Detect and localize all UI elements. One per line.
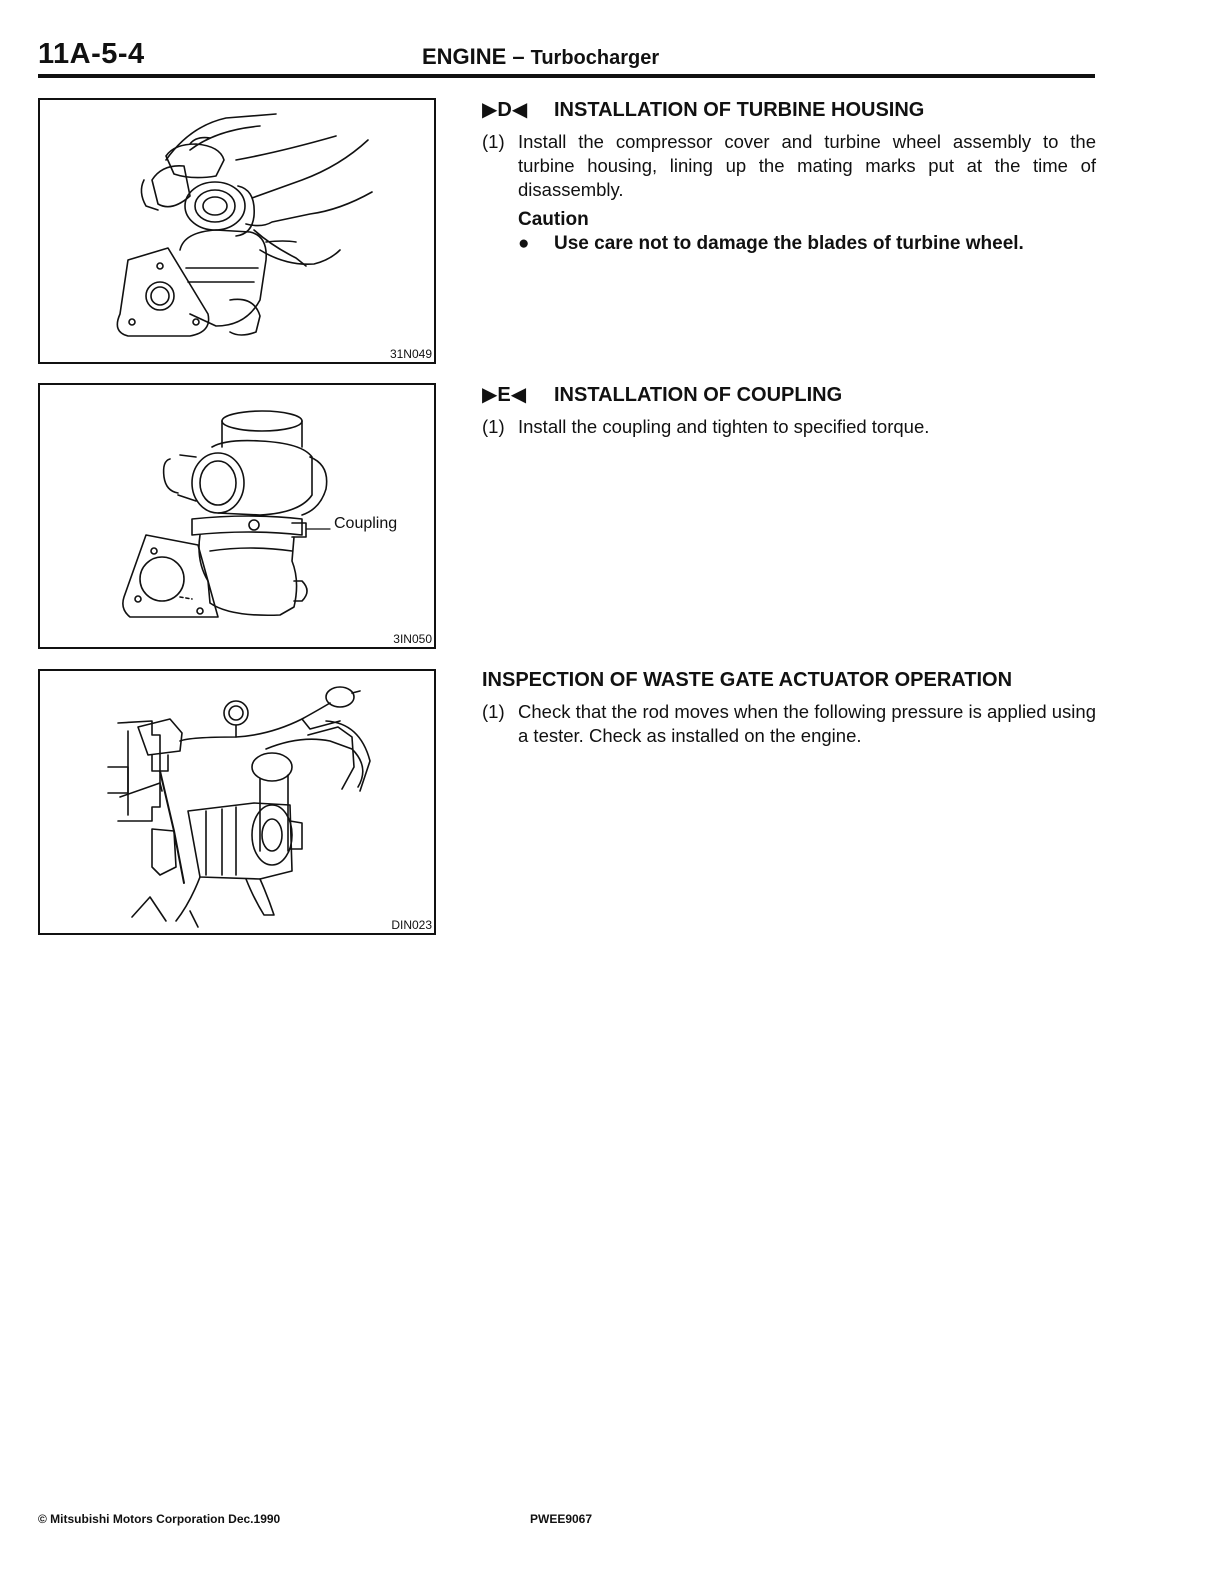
bullet-icon: ● [518, 233, 530, 254]
header-rule [38, 74, 1095, 78]
step-text: Install the coupling and tighten to specified torque. [518, 416, 930, 437]
figure-waste-gate-actuator [38, 669, 436, 935]
caution-label: Caution [518, 209, 589, 230]
coupling-callout: Coupling [334, 515, 398, 532]
step-text: Install the compressor cover and turbine wheel assembly to the turbine housing, lining up the mating marks put at the time of disassembly. [518, 131, 1096, 200]
section-heading [482, 96, 1096, 124]
section-heading [482, 666, 1096, 694]
reference-marker: ▶E◀ [482, 384, 527, 406]
section-title: INSPECTION OF WASTE GATE ACTUATOR OPERATION [482, 669, 1013, 691]
step-item [482, 415, 1096, 439]
figure-code: 3IN050 [393, 632, 432, 646]
step-item [482, 130, 1096, 202]
section-turbine-housing [482, 96, 1096, 256]
figure-code: DIN023 [391, 918, 432, 932]
footer-doc-code: PWEE9067 [530, 1512, 593, 1526]
section-heading [482, 381, 1096, 409]
figure-coupling [38, 383, 436, 649]
caution-item [518, 232, 1096, 256]
header-title [422, 44, 659, 70]
figure-turbine-housing [38, 98, 436, 364]
footer-copyright: © Mitsubishi Motors Corporation Dec.1990 [38, 1512, 281, 1526]
step-number: (1) [482, 131, 505, 152]
section-coupling [482, 381, 1096, 439]
section-waste-gate-inspection [482, 666, 1096, 748]
step-text: Check that the rod moves when the following pressure is applied using a tester. Check as installed on the engine. [518, 701, 1096, 746]
reference-marker: ▶D◀ [482, 99, 528, 121]
waste-gate-actuator-illustration [40, 671, 434, 933]
caution-text: Use care not to damage the blades of turbine wheel. [554, 233, 1024, 254]
header-separator: – [512, 44, 525, 69]
section-title: INSTALLATION OF COUPLING [554, 384, 843, 406]
page-number: 11A-5-4 [38, 38, 145, 70]
step-number: (1) [482, 416, 505, 437]
section-title: INSTALLATION OF TURBINE HOUSING [554, 99, 925, 121]
header-subsection: Turbocharger [530, 47, 660, 69]
turbine-housing-illustration [40, 100, 434, 362]
step-item [482, 700, 1096, 748]
step-number: (1) [482, 701, 505, 722]
figure-code: 31N049 [389, 347, 432, 361]
header-section: ENGINE [422, 44, 507, 69]
